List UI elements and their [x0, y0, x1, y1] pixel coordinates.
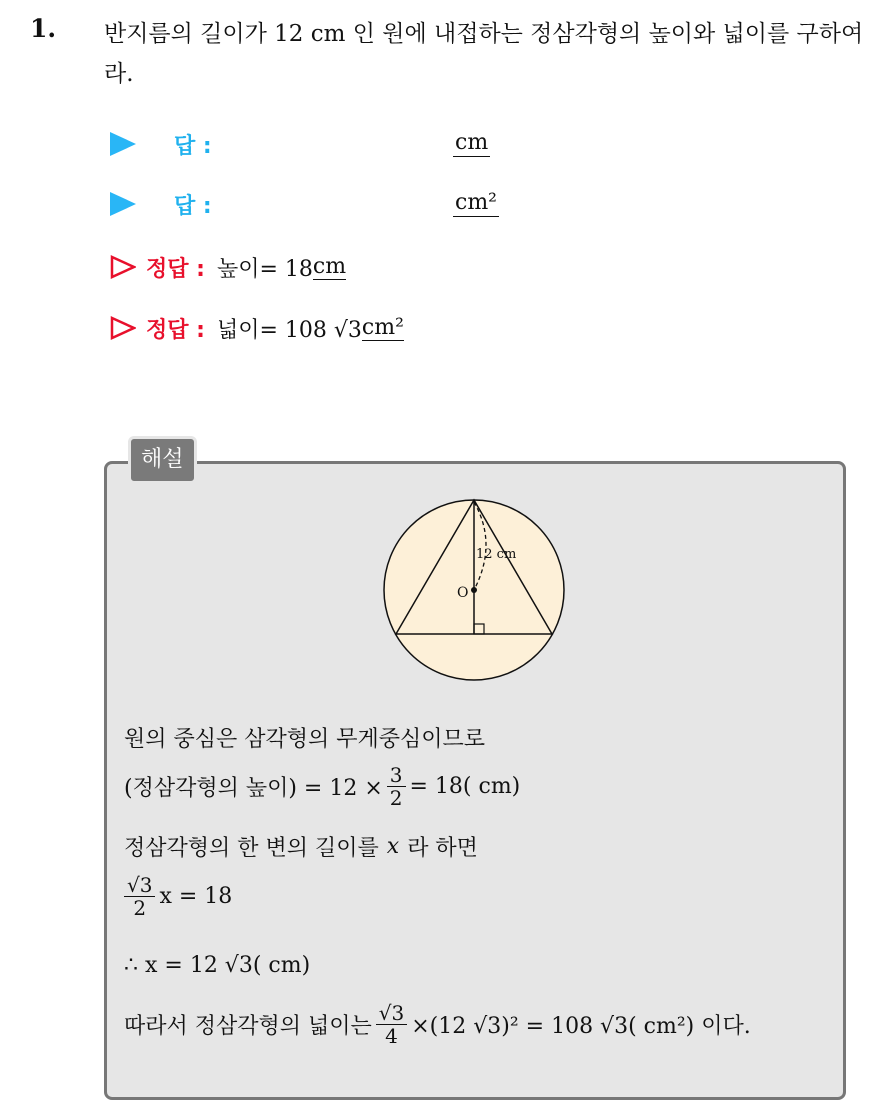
denominator: 4	[385, 1024, 398, 1048]
fraction	[124, 874, 155, 919]
solution-line-2	[124, 764, 520, 809]
variable: x	[386, 834, 400, 859]
correct-label: 정답 :	[146, 317, 205, 343]
solution-line-4	[124, 874, 232, 919]
center-label: O	[457, 585, 469, 601]
solution-text: 원의 중심은 삼각형의 무게중심이므로	[124, 727, 486, 752]
denominator: 2	[389, 786, 403, 810]
numerator: 3	[387, 764, 406, 787]
solution-line-1	[124, 722, 485, 753]
answer-label: 답 :	[174, 133, 212, 159]
answer-row-2	[110, 186, 212, 222]
solution-text: = 18( cm)	[409, 774, 521, 799]
solution-tab: 해설	[128, 436, 197, 484]
radius-label: 12 cm	[476, 547, 517, 562]
play-icon	[110, 132, 136, 156]
fraction	[387, 764, 406, 809]
solution-text: 따라서 정삼각형의 넓이는	[124, 1014, 372, 1039]
question-text: 반지름의 길이가 12 cm 인 원에 내접하는 정삼각형의 높이와 넓이를 구하여라.	[104, 21, 864, 87]
solution-line-3	[124, 831, 478, 862]
answer-row-1	[110, 126, 212, 162]
solution-line-5	[124, 953, 310, 978]
inscribed-triangle-figure	[378, 494, 570, 686]
solution-text: ×(12 √3)² = 108 √3( cm²) 이다.	[411, 1014, 751, 1039]
denominator: 2	[133, 896, 147, 920]
solution-text: x = 18	[159, 884, 233, 909]
correct-answer-1	[110, 249, 346, 285]
solution-text: 정삼각형의 한 변의 길이를	[124, 836, 379, 861]
correct-unit: cm	[312, 253, 347, 279]
solution-text: ∴ x = 12 √3( cm)	[124, 953, 311, 978]
correct-value: 높이= 18	[216, 256, 313, 282]
answer-label: 답 :	[174, 193, 212, 219]
solution-line-6	[124, 1002, 751, 1047]
answer-unit: cm	[455, 130, 489, 155]
play-icon	[110, 192, 136, 216]
solution-text: 라 하면	[407, 836, 478, 861]
fraction	[376, 1002, 407, 1047]
correct-label: 정답 :	[146, 256, 205, 282]
play-outline-icon	[110, 316, 136, 340]
numerator: √3	[124, 874, 155, 897]
play-outline-icon	[110, 255, 136, 279]
correct-unit: cm²	[361, 314, 404, 340]
question-number: 1.	[30, 14, 57, 43]
answer-unit: cm²	[455, 190, 498, 215]
solution-text: (정삼각형의 높이) = 12 ×	[124, 776, 383, 801]
numerator: √3	[376, 1002, 407, 1025]
correct-answer-2	[110, 310, 404, 346]
correct-value: 넓이= 108 √3	[216, 317, 362, 343]
